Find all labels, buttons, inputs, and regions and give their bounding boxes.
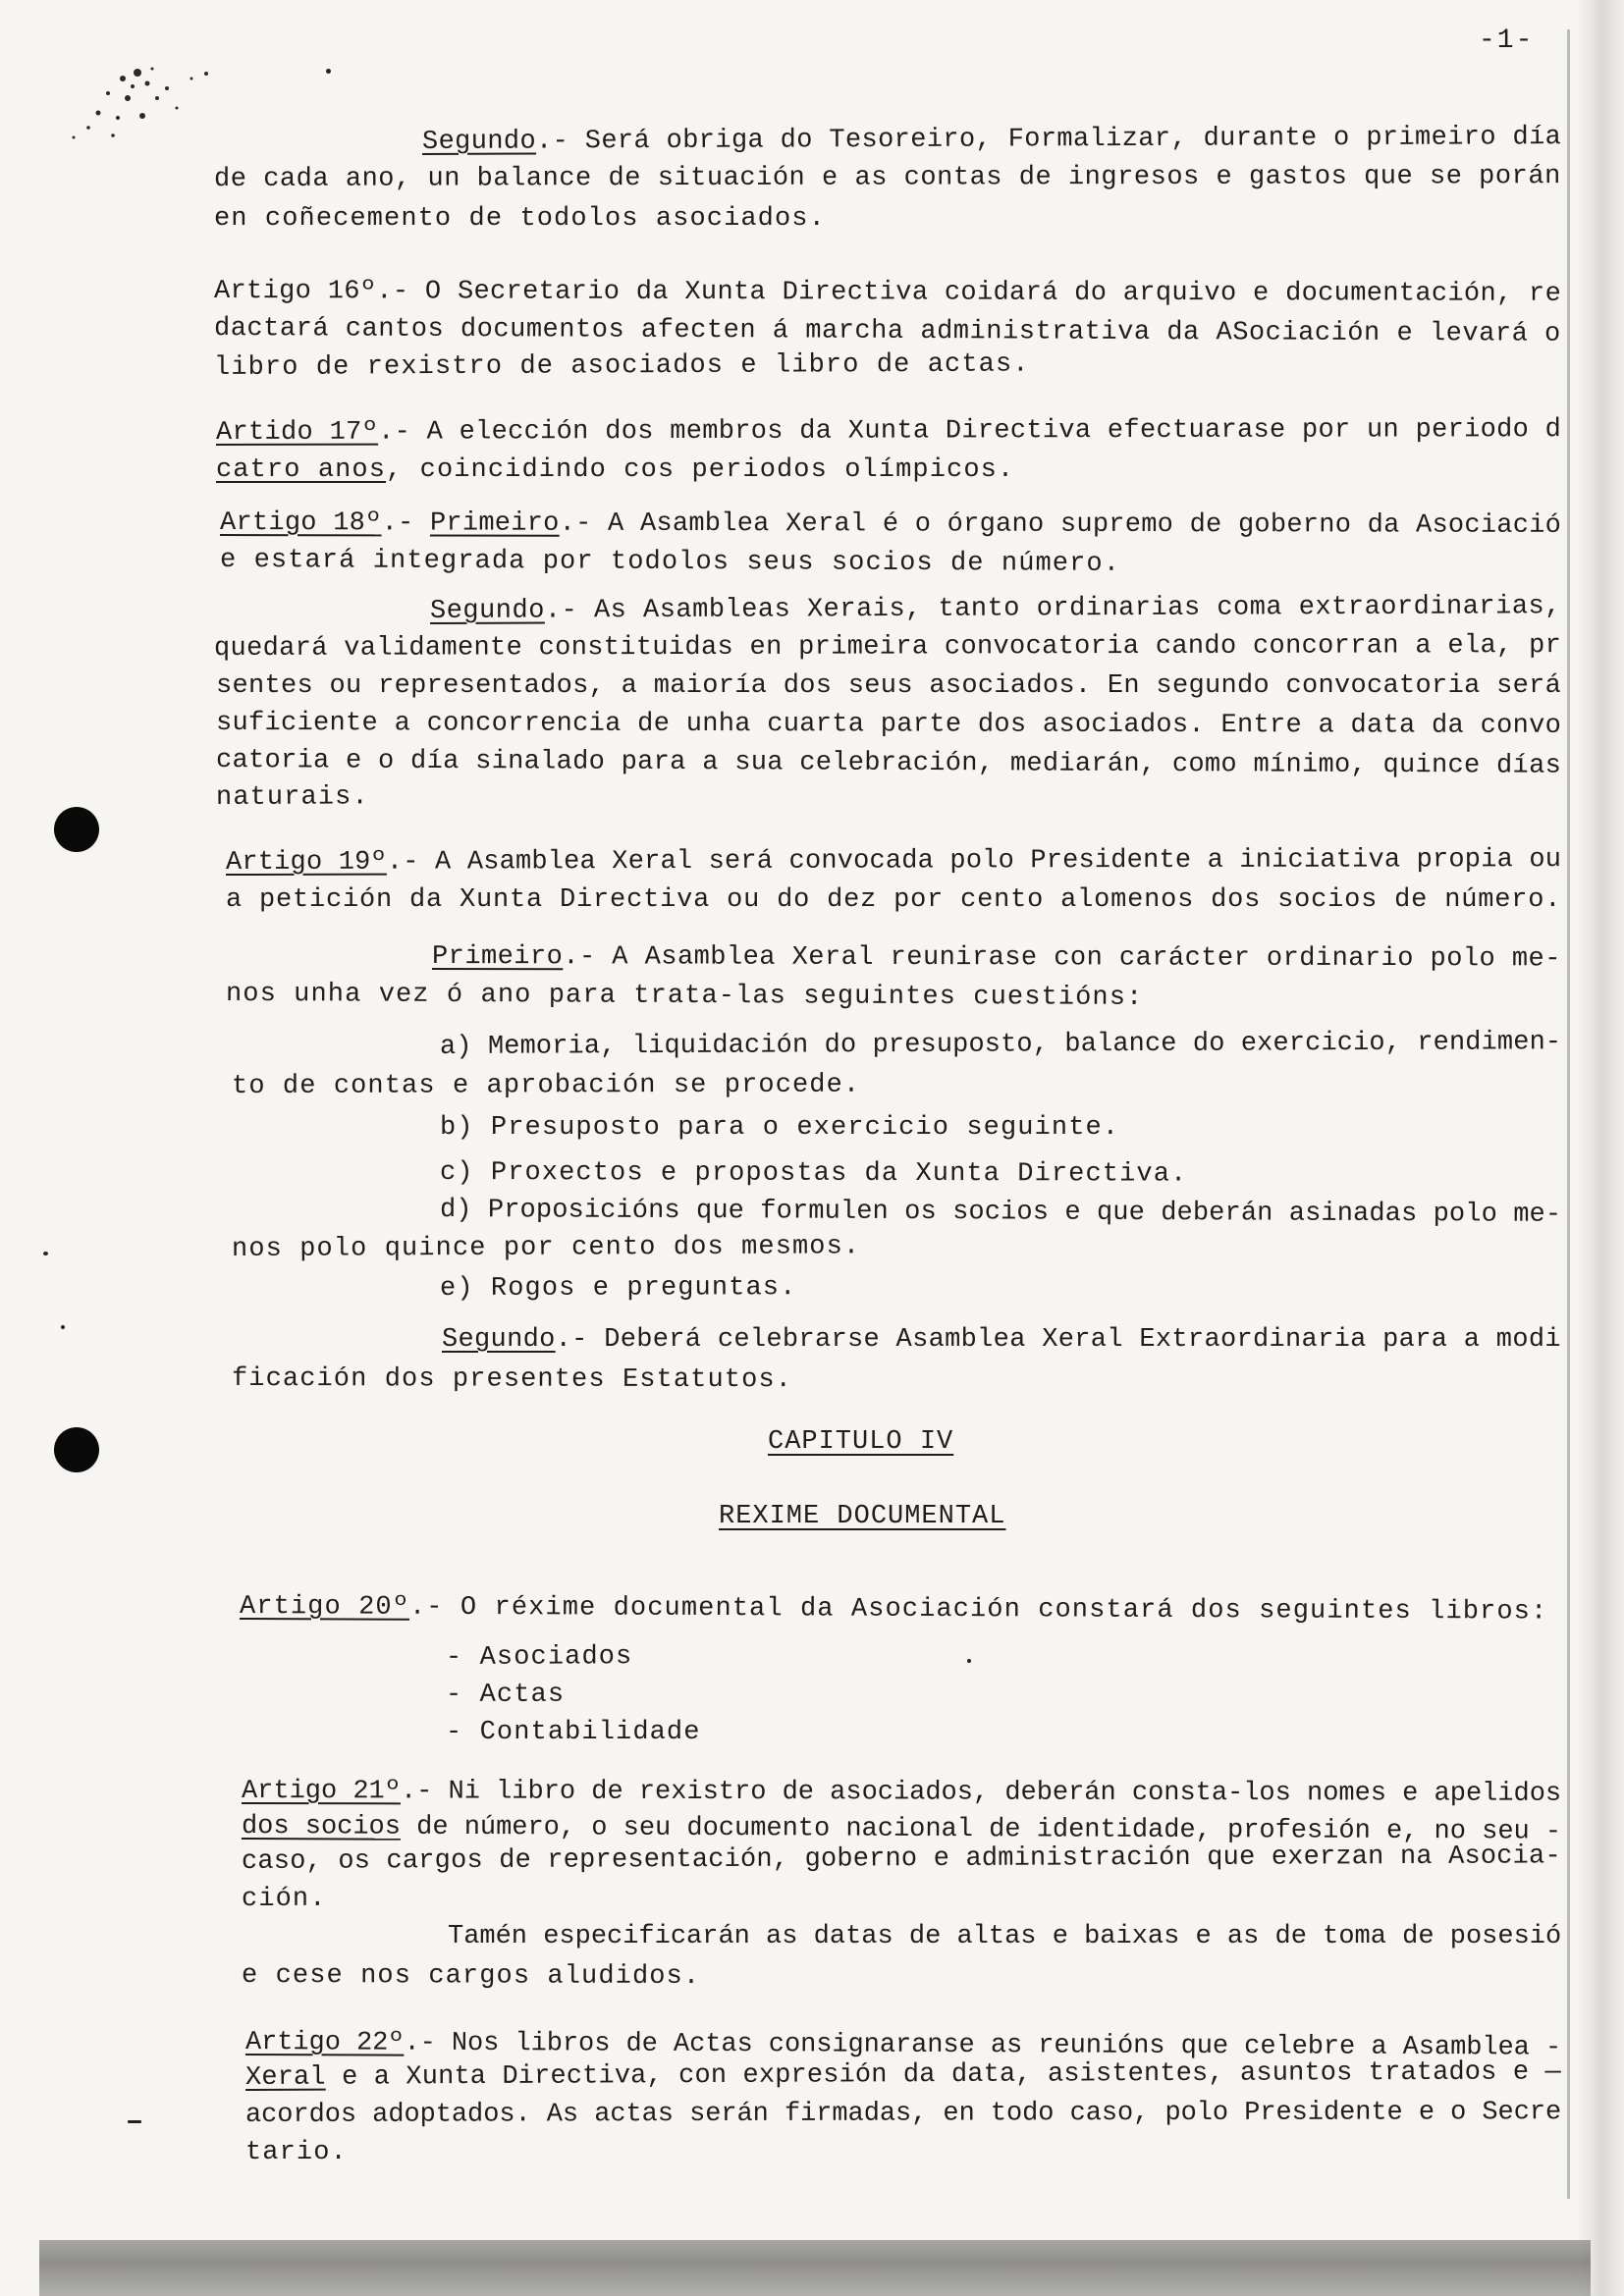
text-span: , coincidindo cos periodos olímpicos. [386,455,1015,485]
text-line [232,1069,860,1103]
text-line [216,454,1014,487]
text-line [440,1026,1561,1064]
text-line [220,507,1561,543]
scan-speck [128,2120,141,2123]
underlined-text: Primeiro [431,942,564,973]
text-span: a petición da Xunta Directiva ou do dez por cento alomenos dos socios de número. [226,885,1562,915]
text-line [242,1775,1561,1811]
text-span: suficiente a concorrencia de unha cuarta parte dos asociados. Entre a data da convo [215,709,1562,741]
underlined-text: Segundo [421,127,537,157]
text-line [240,1590,1547,1629]
text-line [226,978,1143,1015]
scan-speck [967,1659,971,1663]
text-span: .- O réxime documental da Asociación constará dos seguintes libros: [408,1592,1548,1628]
scan-right-edge [1577,0,1624,2296]
text-span: ción. [241,1884,327,1914]
underlined-text: Artigo 22º [244,2028,405,2058]
text-line [226,843,1561,880]
text-span: Tamén especificarán as datas de altas e baixas e as de toma de posesió [448,1922,1562,1951]
text-span: - Actas [445,1680,566,1710]
page-number: -1- [1479,26,1535,56]
underlined-text: catro anos [216,455,387,485]
text-span: .- A Asamblea Xeral reunirase con carácter ordinario polo me- [563,942,1561,975]
scan-speck [43,1252,48,1255]
text-line [442,1323,1561,1357]
text-span: tario. [245,2138,348,2167]
text-line [216,780,369,815]
text-span: .- [381,508,431,539]
text-span: e) Rogos e preguntas. [439,1273,797,1304]
text-line [216,669,1561,703]
underlined-text: Primeiro [429,508,560,539]
text-line [216,744,1561,783]
text-line [430,590,1561,628]
text-line [448,1920,1561,1953]
underlined-text: Xeral [244,2062,326,2093]
text-span: .- Nos libros de Actas consignaranse as reunións que celebre a Asamblea - [404,2028,1562,2063]
text-span: .- As Asambleas Xerais, tanto ordinarias coma extraordinarias, [544,592,1561,626]
text-line [440,1271,796,1306]
text-span: b) Presuposto para o exercicio seguinte. [440,1113,1120,1143]
text-line [440,1194,1561,1232]
text-line [432,940,1561,976]
underlined-text: dos socios [241,1812,402,1842]
text-span: e cese nos cargos aludidos. [241,1961,701,1992]
text-line [226,883,1561,917]
text-span: libro de rexistro de asociados e libro de actas. [213,349,1030,383]
text-line [446,1679,565,1712]
text-span: d) Proposicións que formulen os socios e que deberán asinadas polo me- [439,1196,1562,1230]
text-line [242,1840,1561,1879]
text-span: caso, os cargos de representación, goberno e administración que exerzan na Asocia- [241,1842,1561,1877]
underlined-text: Artigo 20º [239,1592,410,1623]
text-span: a) Memoria, liquidación do presuposto, balance do exercicio, rendimen- [439,1028,1562,1062]
text-span: .- Ni libro de rexistro de asociados, deberán consta-los nomes e apelidos [400,1777,1562,1809]
text-line [214,629,1561,666]
text-line [245,2056,1561,2095]
text-line [214,312,1561,351]
text-line [220,544,1120,581]
text-span: acordos adoptados. As actas serán firmadas, en todo caso, polo Presidente e o Secre [244,2098,1562,2130]
text-span: .- A elección dos membros da Xunta Directiva efectuarase por un periodo d [378,415,1562,448]
text-span: .- A Asamblea Xeral é o órgano supremo de goberno da Asociació [559,508,1562,541]
text-line [214,348,1030,385]
text-line [214,160,1561,196]
chapter-title: CAPITULO IV [768,1427,954,1457]
scan-speck [326,69,331,74]
text-span: en coñecemento de todolos asociados. [214,204,826,234]
text-span: de cada ano, un balance de situación e as contas de ingresos e gastos que se porán [213,162,1561,194]
text-line [232,1230,860,1266]
underlined-text: Segundo [442,1325,556,1355]
text-span: e estará integrada por todolos seus socios de número. [219,546,1121,579]
text-span: nos polo quince por cento dos mesmos. [231,1232,861,1264]
text-line [440,1156,1187,1192]
scan-noise-specks [29,59,226,167]
scan-speck [61,1325,65,1329]
text-span: quedará validamente constituidas en primeira convocatoria cando concorran a ela, pr [213,631,1562,664]
text-span: to de contas e aprobación se procede. [231,1070,861,1101]
text-line [245,2136,348,2169]
text-line [242,1883,327,1916]
text-line [214,275,1561,311]
text-line [232,1362,792,1397]
scan-fold-line [1567,29,1570,2199]
punch-hole-top [54,807,99,852]
underlined-text: Artigo 19º [225,847,387,878]
underlined-text: Artido 17º [215,417,379,448]
scan-bottom-shadow [39,2240,1591,2296]
text-line [446,1716,701,1749]
text-span: catoria e o día sinalado para a sua celebración, mediarán, como mínimo, quince días [215,746,1562,781]
text-span: .- Deberá celebrarse Asamblea Xeral Extraordinaria para a modi [555,1325,1561,1355]
underlined-text: Segundo [429,596,545,626]
text-span: dactará cantos documentos afecten á marcha administrativa da ASociación e levará o [213,314,1561,349]
text-span: ficación dos presentes Estatutos. [231,1364,793,1396]
text-span: c) Proxectos e propostas da Xunta Directiva. [439,1158,1188,1190]
text-line [242,1959,700,1994]
text-line [440,1111,1119,1145]
text-span: sentes ou representados, a maioría dos seus asociados. En segundo convocatoria será [216,671,1562,701]
text-line [245,2096,1561,2132]
text-span: de número, o seu documento nacional de identidade, profesión e, no seu - [400,1812,1562,1847]
text-line [422,121,1561,159]
text-line [216,413,1561,450]
underlined-text: Artigo 18º [219,508,382,539]
text-span: .- Será obriga do Tesoreiro, Formalizar, durante o primeiro día [535,123,1562,157]
text-span: - Contabilidade [446,1718,701,1747]
text-span: nos unha vez ó ano para trata-las seguintes cuestións: [225,980,1144,1013]
text-span: naturais. [215,782,369,813]
punch-hole-bottom [54,1427,99,1472]
text-span: .- A Asamblea Xeral será convocada polo Presidente a iniciativa propia ou [386,845,1562,878]
text-line [446,1640,632,1675]
text-span: e a Xunta Directiva, con expresión da data, asistentes, asuntos tratados e — [325,2057,1561,2093]
text-span: Artigo 16º.- O Secretario da Xunta Directiva coidará do arquivo e documentación, re [213,277,1562,309]
chapter-subtitle: REXIME DOCUMENTAL [719,1502,1006,1531]
text-span: - Asociados [445,1642,633,1673]
text-line [214,202,826,236]
underlined-text: Artigo 21º [241,1777,401,1807]
text-line [216,707,1561,743]
